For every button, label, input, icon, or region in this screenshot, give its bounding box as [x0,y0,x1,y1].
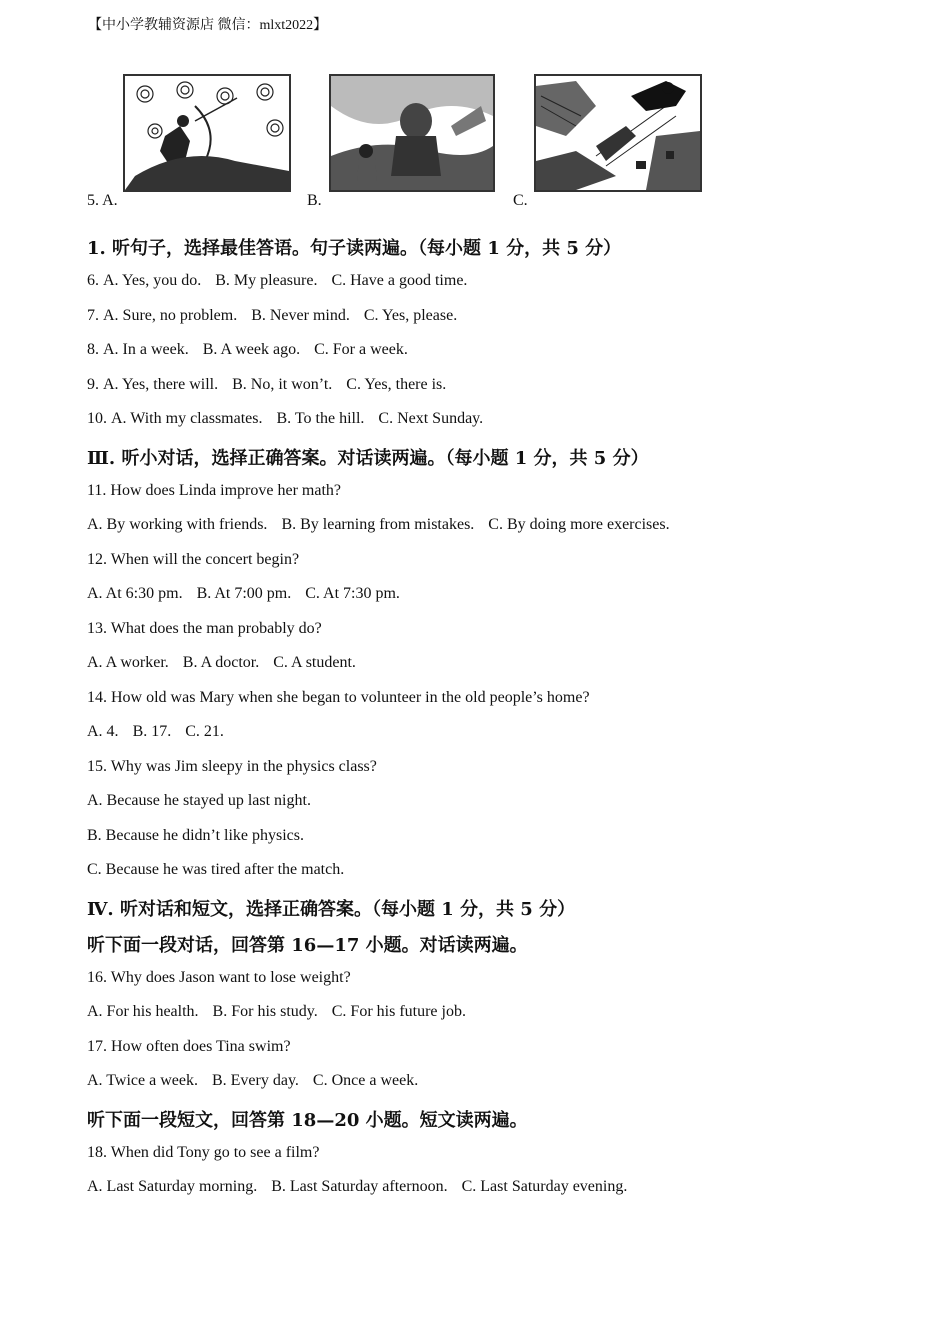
option-c: C. For a week. [314,341,408,358]
option-b: B. For his study. [212,1003,318,1020]
option-a: A. By working with friends. [87,516,268,533]
section-4-subheading-dialogue: 听下面一段对话，回答第 16—17 小题。对话读两遍。 [87,935,528,956]
section-1-heading: 1. 听句子，选择最佳答语。句子读两遍。（每小题 1 分，共 5 分） [87,238,622,259]
question-number: 7. [87,307,99,324]
picture-b-old-man-illustration [329,74,495,192]
option-a: A. For his health. [87,1003,199,1020]
option-a: A. Last Saturday morning. [87,1178,258,1195]
question-15: 15. Why was Jim sleepy in the physics class? [87,758,377,775]
option-c: C. Last Saturday evening. [461,1178,628,1195]
option-b: B. A doctor. [182,654,260,671]
section-3-heading: Ⅲ. 听小对话，选择正确答案。对话读两遍。（每小题 1 分，共 5 分） [87,448,649,469]
question-17: 17. How often does Tina swim? [87,1038,291,1055]
option-b: B. By learning from mistakes. [281,516,475,533]
question-11-options [87,516,670,534]
picture-a-archer-illustration [123,74,291,192]
option-b: B. Last Saturday afternoon. [271,1178,448,1195]
question-9 [87,376,446,394]
option-b: B. A week ago. [202,341,301,358]
question-number: 9. [87,376,99,393]
question-17-options [87,1072,418,1090]
question-number: 10. [87,410,107,427]
question-15-option-c: C. Because he was tired after the match. [87,861,345,878]
question-number: 5. [87,192,99,209]
option-c: C. 21. [185,723,224,740]
question-number: 6. [87,272,99,289]
question-6 [87,272,467,290]
question-number: 8. [87,341,99,358]
option-a: A. A worker. [87,654,169,671]
question-10 [87,410,483,428]
option-a: A. Sure, no problem. [103,307,238,324]
option-b: B. Every day. [211,1072,299,1089]
option-b: B. No, it won’t. [232,376,333,393]
question-14-options [87,723,224,741]
question-16: 16. Why does Jason want to lose weight? [87,969,351,986]
question-12-options [87,585,400,603]
section-4-subheading-passage: 听下面一段短文，回答第 18—20 小题。短文读两遍。 [87,1110,528,1131]
question-5-label-a [87,192,118,210]
option-b: B. Never mind. [251,307,350,324]
question-18-options [87,1178,627,1196]
option-c: C. A student. [273,654,356,671]
option-b: B. 17. [132,723,172,740]
question-13: 13. What does the man probably do? [87,620,322,637]
picture-c-flying-hero-illustration [534,74,702,192]
page-header: 【中小学教辅资源店 微信：mlxt2022】 [88,18,328,33]
option-a: A. 4. [87,723,119,740]
question-16-options [87,1003,466,1021]
option-c: C. Yes, there is. [346,376,447,393]
option-b: B. My pleasure. [215,272,318,289]
question-8 [87,341,408,359]
option-b: B. To the hill. [276,410,365,427]
option-c: C. Yes, please. [363,307,458,324]
section-4-heading: Ⅳ. 听对话和短文，选择正确答案。（每小题 1 分，共 5 分） [87,899,576,920]
option-c: C. By doing more exercises. [488,516,670,533]
option-a-label: A. [102,192,118,209]
option-c: C. At 7:30 pm. [305,585,400,602]
question-15-option-b: B. Because he didn’t like physics. [87,827,304,844]
option-c: C. Have a good time. [331,272,468,289]
option-a: A. Yes, there will. [103,376,219,393]
option-b-label: B. [307,192,322,209]
option-c-label: C. [513,192,528,209]
option-a: A. In a week. [103,341,189,358]
option-c: C. Once a week. [312,1072,419,1089]
question-18: 18. When did Tony go to see a film? [87,1144,320,1161]
option-b: B. At 7:00 pm. [196,585,292,602]
question-15-option-a: A. Because he stayed up last night. [87,792,311,809]
option-a: A. Yes, you do. [103,272,202,289]
question-7 [87,307,457,325]
option-c: C. For his future job. [331,1003,466,1020]
option-c: C. Next Sunday. [378,410,484,427]
question-11: 11. How does Linda improve her math? [87,482,342,499]
question-13-options [87,654,356,672]
question-14: 14. How old was Mary when she began to volunteer in the old people’s home? [87,689,590,706]
question-12: 12. When will the concert begin? [87,551,300,568]
option-a: A. With my classmates. [111,410,263,427]
option-a: A. Twice a week. [87,1072,198,1089]
option-a: A. At 6:30 pm. [87,585,183,602]
